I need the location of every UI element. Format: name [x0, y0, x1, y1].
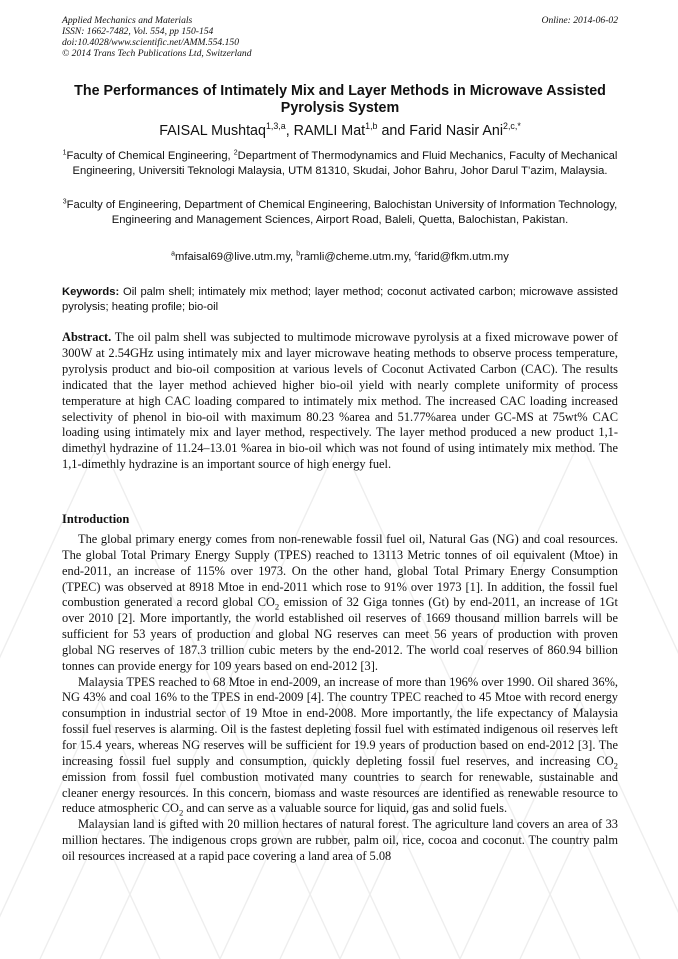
issn-line: ISSN: 1662-7482, Vol. 554, pp 150-154 — [62, 26, 214, 37]
author-name: FAISAL Mushtaq — [159, 123, 266, 139]
introduction-body — [62, 532, 618, 865]
online-date: Online: 2014-06-02 — [541, 15, 618, 26]
author-affil-mark: 1,b — [365, 121, 378, 132]
subscript: 2 — [178, 807, 184, 818]
paragraph-text: emission of 32 Giga tonnes (Gt) by end-2011, an increase of 1Gt over 2010 [2]. More importantly, the world established oil reserves of 1669 thousand million barrels will be sufficient for 53 years of production and global NG reserves can meet 56 years of production with proven global NG reserves of 187.3 trillion cubic meters by the end-2012. The world coal reserves of 860.94 billion tonnes can provide energy for 109 years based on end-2012 [3]. — [62, 595, 618, 673]
abstract-section — [62, 330, 618, 473]
author-list — [62, 122, 618, 140]
email-separator: , — [290, 251, 297, 263]
introduction-heading: Introduction — [62, 512, 130, 526]
email-mark: b — [296, 250, 301, 258]
affil-mark: 1 — [62, 149, 67, 157]
author-emails — [62, 250, 618, 265]
paragraph-text: emission from fossil fuel combustion motivated many countries to search for renewable, sustainable and cleaner energy resources. In this concern, biomass and waste resources are identified as renewable resource to reduce atmospheric CO — [62, 769, 618, 816]
author-affil-mark: 2,c,* — [503, 121, 521, 132]
affil-mark: 3 — [62, 198, 67, 206]
email-address[interactable]: mfaisal69@live.utm.my — [175, 251, 291, 263]
affil-text: Faculty of Chemical Engineering, — [66, 150, 234, 162]
intro-paragraph-3: Malaysian land is gifted with 20 million hectares of natural forest. The agriculture land covers an area of 33 million hectares. The indigenous crops grown are rubber, palm oil, rice, cocoa and coconut. The country palm oil resources increased at a rapid pace covering a land area of 5.08 — [62, 817, 618, 863]
affiliation-1 — [62, 149, 618, 178]
author-separator: and — [377, 123, 410, 139]
abstract-text: The oil palm shell was subjected to multimode microwave pyrolysis at a fixed microwave power of 300W at 2.54GHz using intimately mix and layer microwave heating methods to observe process temperature, pyrolysis product and bio-oil composition at various levels of Coconut Activated Carbon (CAC). The results indicated that the layer method achieved higher bio-oil yield with nearly complete uniformity of process temperature at high CAC loading compared to intimately mix method. The increased CAC loading increased selectivity of phenol in bio-oil with maximum 80.23 %area and 51.77%area under GC-MS at 75wt% CAC loading using intimately mix and layer method, respectively. The layer method produced a new product 1,1-dimethyl hydrazine of 11.24–13.01 %area in bio-oil which was not found of using intimately mix method. The 1,1-dimethly hydrazine is an important source of high energy fuel. — [62, 330, 618, 472]
paragraph-text: and can serve as a valuable source for liquid, gas and solid fuels. — [183, 801, 508, 816]
keywords-label: Keywords: — [62, 286, 120, 298]
paper-title: The Performances of Intimately Mix and Layer Methods in Microwave Assisted Pyrolysis System — [74, 83, 606, 116]
email-address[interactable]: ramli@cheme.utm.my — [300, 251, 409, 263]
affil-mark: 2 — [233, 149, 238, 157]
subscript: 2 — [274, 601, 280, 612]
author-name: RAMLI Mat — [293, 123, 366, 139]
journal-name: Applied Mechanics and Materials — [62, 15, 193, 26]
email-mark: a — [171, 250, 176, 258]
affil-text: Faculty of Engineering, Department of Chemical Engineering, Balochistan University of Information Technology, Engineering and Management Sciences, Airport Road, Baleli, Quetta, Balochistan, Pakistan. — [66, 199, 618, 226]
journal-header — [62, 15, 618, 59]
author-separator: , — [285, 123, 294, 139]
affiliation-2 — [62, 198, 618, 227]
email-address[interactable]: farid@fkm.utm.my — [417, 251, 509, 263]
author-affil-mark: 1,3,a — [265, 121, 286, 132]
intro-paragraph-2 — [62, 675, 618, 818]
paragraph-text: Malaysia TPES reached to 68 Mtoe in end-2009, an increase of more than 196% over 1990. Oil shared 36%, NG 43% and coal 16% to the TPES in end-2009 [4]. The country TPEC reached to 45 Mtoe with record energy consumption in industrial sector of 19 Mtoe in end-2008. More importantly, the life expectancy of Malaysia fossil fuel reserves is alarming. Oil is the fastest depleting fossil fuel with estimated indigenous oil reserves left for 15.4 years, whereas NG reserves will be sufficient for 19.9 years of production based on end-2012 [3]. The increasing fossil fuel supply and consumption, quickly depleting fossil fuel reserves, and increasing CO — [62, 674, 618, 768]
subscript: 2 — [613, 760, 618, 771]
email-mark: c — [414, 250, 418, 258]
affil-text: Department of Thermodynamics and Fluid Mechanics, Faculty of Mechanical Engineering, Universiti Teknologi Malaysia, UTM 81310, Skudai, Johor Bahru, Johor Darul T’azim, Malaysia. — [72, 150, 618, 177]
keywords-section — [62, 285, 618, 314]
doi-line: doi:10.4028/www.scientific.net/AMM.554.150 — [62, 37, 240, 48]
intro-paragraph-1 — [62, 532, 618, 675]
keywords-text: Oil palm shell; intimately mix method; layer method; coconut activated carbon; microwave assisted pyrolysis; heating profile; bio-oil — [62, 286, 618, 313]
email-separator: , — [408, 251, 415, 263]
copyright-line: © 2014 Trans Tech Publications Ltd, Switzerland — [62, 48, 252, 59]
abstract-label: Abstract. — [62, 330, 112, 344]
author-name: Farid Nasir Ani — [409, 123, 504, 139]
paragraph-text: The global primary energy comes from non-renewable fossil fuel oil, Natural Gas (NG) and coal resources. The global Total Primary Energy Supply (TPES) reached to 13113 Metric tonnes of oil equivalent (Mtoe) in end-2011, an increase of 115% over 1973. On the other hand, global Total Primary Energy Consumption (TPEC) was observed at 8918 Mtoe in end-2011 which rose to 91% over 1973 [1]. In addition, the fossil fuel combustion generated a record global CO — [62, 532, 618, 610]
